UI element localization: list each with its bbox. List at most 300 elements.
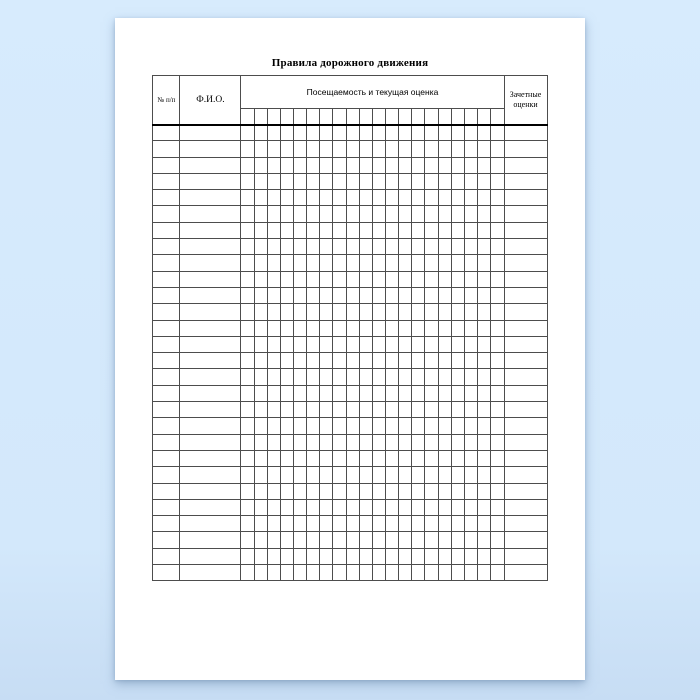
attendance-mark-cell (320, 450, 333, 466)
attendance-mark-cell (307, 565, 320, 581)
attendance-mark-cell (491, 141, 504, 157)
attendance-mark-cell (438, 336, 451, 352)
attendance-mark-cell (425, 434, 438, 450)
student-name-cell (180, 336, 241, 352)
attendance-mark-cell (346, 434, 359, 450)
attendance-mark-cell (254, 239, 267, 255)
table-row (153, 499, 547, 515)
attendance-mark-cell (294, 467, 307, 483)
attendance-mark-cell (294, 565, 307, 581)
attendance-mark-cell (425, 418, 438, 434)
credit-grade-cell (504, 565, 547, 581)
attendance-mark-cell (412, 385, 425, 401)
attendance-mark-cell (399, 222, 412, 238)
attendance-mark-cell (425, 548, 438, 564)
attendance-mark-cell (307, 369, 320, 385)
attendance-mark-cell (241, 190, 254, 206)
attendance-mark-cell (491, 320, 504, 336)
attendance-mark-cell (294, 483, 307, 499)
attendance-mark-cell (451, 125, 464, 141)
attendance-mark-cell (307, 467, 320, 483)
attendance-mark-cell (294, 369, 307, 385)
attendance-mark-cell (425, 271, 438, 287)
attendance-mark-cell (491, 532, 504, 548)
attendance-mark-cell (372, 222, 385, 238)
attendance-mark-cell (491, 255, 504, 271)
attendance-mark-cell (412, 320, 425, 336)
attendance-mark-cell (399, 353, 412, 369)
attendance-mark-cell (386, 467, 399, 483)
attendance-mark-cell (346, 336, 359, 352)
row-number-cell (153, 336, 180, 352)
student-name-cell (180, 271, 241, 287)
attendance-mark-cell (346, 287, 359, 303)
attendance-mark-cell (359, 173, 372, 189)
attendance-mark-cell (346, 516, 359, 532)
attendance-mark-cell (386, 206, 399, 222)
attendance-mark-cell (346, 173, 359, 189)
attendance-mark-cell (464, 271, 477, 287)
attendance-mark-cell (464, 125, 477, 141)
table-row (153, 190, 547, 206)
attendance-mark-cell (478, 271, 491, 287)
student-name-cell (180, 565, 241, 581)
credit-grade-cell (504, 304, 547, 320)
student-name-cell (180, 418, 241, 434)
attendance-mark-cell (372, 320, 385, 336)
attendance-mark-cell (254, 516, 267, 532)
attendance-mark-cell (386, 516, 399, 532)
attendance-mark-cell (241, 483, 254, 499)
credit-grade-cell (504, 499, 547, 515)
attendance-mark-cell (307, 532, 320, 548)
attendance-mark-cell (333, 548, 346, 564)
attendance-mark-cell (386, 450, 399, 466)
attendance-mark-cell (359, 434, 372, 450)
attendance-mark-cell (254, 271, 267, 287)
attendance-mark-cell (412, 190, 425, 206)
attendance-mark-cell (451, 385, 464, 401)
attendance-date-cell (399, 109, 412, 125)
attendance-mark-cell (267, 336, 280, 352)
attendance-mark-cell (346, 157, 359, 173)
attendance-mark-cell (464, 239, 477, 255)
attendance-mark-cell (280, 418, 293, 434)
attendance-mark-cell (294, 271, 307, 287)
attendance-date-cell (412, 109, 425, 125)
attendance-mark-cell (267, 402, 280, 418)
attendance-mark-cell (464, 565, 477, 581)
attendance-mark-cell (254, 369, 267, 385)
credit-grade-cell (504, 548, 547, 564)
attendance-mark-cell (333, 255, 346, 271)
attendance-mark-cell (294, 157, 307, 173)
attendance-mark-cell (307, 516, 320, 532)
attendance-mark-cell (491, 271, 504, 287)
attendance-mark-cell (294, 499, 307, 515)
attendance-mark-cell (359, 157, 372, 173)
attendance-mark-cell (399, 565, 412, 581)
attendance-mark-cell (399, 141, 412, 157)
attendance-date-cell (241, 109, 254, 125)
attendance-mark-cell (399, 467, 412, 483)
row-number-cell (153, 271, 180, 287)
attendance-mark-cell (412, 483, 425, 499)
attendance-mark-cell (280, 402, 293, 418)
attendance-mark-cell (346, 239, 359, 255)
attendance-mark-cell (491, 336, 504, 352)
attendance-mark-cell (280, 532, 293, 548)
attendance-mark-cell (320, 125, 333, 141)
student-name-cell (180, 239, 241, 255)
attendance-mark-cell (254, 173, 267, 189)
attendance-mark-cell (372, 369, 385, 385)
attendance-mark-cell (464, 418, 477, 434)
attendance-mark-cell (280, 499, 293, 515)
attendance-mark-cell (451, 320, 464, 336)
attendance-mark-cell (294, 190, 307, 206)
attendance-mark-cell (372, 418, 385, 434)
attendance-mark-cell (412, 157, 425, 173)
attendance-mark-cell (399, 532, 412, 548)
attendance-mark-cell (464, 206, 477, 222)
attendance-mark-cell (438, 483, 451, 499)
attendance-mark-cell (346, 255, 359, 271)
attendance-mark-cell (491, 287, 504, 303)
attendance-mark-cell (359, 450, 372, 466)
attendance-mark-cell (280, 467, 293, 483)
attendance-mark-cell (294, 173, 307, 189)
attendance-mark-cell (412, 304, 425, 320)
table-row (153, 434, 547, 450)
attendance-mark-cell (294, 125, 307, 141)
attendance-mark-cell (267, 565, 280, 581)
attendance-mark-cell (241, 157, 254, 173)
header-number-column: № п/п (153, 76, 180, 125)
attendance-mark-cell (333, 141, 346, 157)
attendance-date-cell (425, 109, 438, 125)
attendance-mark-cell (386, 287, 399, 303)
attendance-mark-cell (333, 125, 346, 141)
attendance-mark-cell (464, 483, 477, 499)
attendance-mark-cell (320, 157, 333, 173)
attendance-mark-cell (307, 385, 320, 401)
attendance-mark-cell (372, 532, 385, 548)
row-number-cell (153, 385, 180, 401)
attendance-mark-cell (333, 418, 346, 434)
attendance-mark-cell (451, 336, 464, 352)
attendance-mark-cell (412, 336, 425, 352)
credit-grade-cell (504, 190, 547, 206)
attendance-mark-cell (320, 548, 333, 564)
attendance-mark-cell (491, 190, 504, 206)
attendance-mark-cell (254, 565, 267, 581)
attendance-mark-cell (280, 255, 293, 271)
attendance-mark-cell (307, 125, 320, 141)
attendance-mark-cell (267, 222, 280, 238)
attendance-mark-cell (464, 499, 477, 515)
attendance-mark-cell (412, 239, 425, 255)
attendance-mark-cell (464, 450, 477, 466)
student-name-cell (180, 255, 241, 271)
attendance-mark-cell (478, 141, 491, 157)
attendance-mark-cell (451, 467, 464, 483)
attendance-mark-cell (294, 287, 307, 303)
attendance-mark-cell (491, 516, 504, 532)
attendance-mark-cell (333, 304, 346, 320)
attendance-mark-cell (478, 369, 491, 385)
attendance-mark-cell (425, 467, 438, 483)
attendance-date-cell (267, 109, 280, 125)
credit-grade-cell (504, 222, 547, 238)
attendance-mark-cell (399, 304, 412, 320)
attendance-date-cell (386, 109, 399, 125)
attendance-mark-cell (464, 255, 477, 271)
attendance-mark-cell (438, 157, 451, 173)
attendance-mark-cell (320, 271, 333, 287)
attendance-mark-cell (491, 483, 504, 499)
credit-grade-cell (504, 255, 547, 271)
attendance-mark-cell (359, 369, 372, 385)
attendance-mark-cell (464, 287, 477, 303)
attendance-mark-cell (294, 141, 307, 157)
attendance-mark-cell (307, 255, 320, 271)
attendance-mark-cell (359, 532, 372, 548)
attendance-mark-cell (412, 173, 425, 189)
attendance-mark-cell (254, 548, 267, 564)
attendance-mark-cell (386, 271, 399, 287)
attendance-mark-cell (254, 418, 267, 434)
attendance-mark-cell (451, 141, 464, 157)
student-name-cell (180, 320, 241, 336)
attendance-mark-cell (478, 157, 491, 173)
attendance-mark-cell (346, 320, 359, 336)
attendance-mark-cell (333, 190, 346, 206)
attendance-mark-cell (320, 402, 333, 418)
table-body (153, 125, 547, 581)
attendance-mark-cell (280, 271, 293, 287)
attendance-mark-cell (359, 190, 372, 206)
attendance-mark-cell (280, 304, 293, 320)
attendance-mark-cell (280, 434, 293, 450)
attendance-mark-cell (254, 467, 267, 483)
attendance-mark-cell (333, 287, 346, 303)
attendance-mark-cell (478, 548, 491, 564)
attendance-mark-cell (241, 141, 254, 157)
attendance-mark-cell (464, 369, 477, 385)
credit-grade-cell (504, 271, 547, 287)
attendance-mark-cell (254, 385, 267, 401)
attendance-mark-cell (359, 499, 372, 515)
attendance-date-cell (478, 109, 491, 125)
attendance-mark-cell (241, 548, 254, 564)
student-name-cell (180, 141, 241, 157)
table-row (153, 516, 547, 532)
attendance-mark-cell (333, 239, 346, 255)
credit-grade-cell (504, 206, 547, 222)
attendance-mark-cell (333, 483, 346, 499)
attendance-mark-cell (359, 565, 372, 581)
attendance-mark-cell (359, 304, 372, 320)
attendance-mark-cell (399, 320, 412, 336)
attendance-mark-cell (267, 287, 280, 303)
credit-grade-cell (504, 320, 547, 336)
attendance-mark-cell (241, 385, 254, 401)
student-name-cell (180, 483, 241, 499)
document-page (115, 18, 585, 680)
attendance-mark-cell (491, 157, 504, 173)
credit-grade-cell (504, 287, 547, 303)
attendance-mark-cell (438, 434, 451, 450)
row-number-cell (153, 450, 180, 466)
attendance-mark-cell (425, 532, 438, 548)
table-row (153, 467, 547, 483)
attendance-mark-cell (333, 353, 346, 369)
attendance-mark-cell (438, 271, 451, 287)
attendance-mark-cell (359, 320, 372, 336)
attendance-mark-cell (386, 565, 399, 581)
attendance-mark-cell (425, 125, 438, 141)
attendance-mark-cell (412, 402, 425, 418)
attendance-mark-cell (438, 499, 451, 515)
attendance-mark-cell (464, 548, 477, 564)
attendance-date-cell (280, 109, 293, 125)
attendance-mark-cell (425, 565, 438, 581)
table-row (153, 548, 547, 564)
attendance-mark-cell (464, 402, 477, 418)
attendance-mark-cell (280, 336, 293, 352)
attendance-mark-cell (478, 287, 491, 303)
attendance-mark-cell (241, 125, 254, 141)
credit-grade-cell (504, 369, 547, 385)
attendance-mark-cell (425, 385, 438, 401)
attendance-mark-cell (320, 190, 333, 206)
attendance-mark-cell (425, 320, 438, 336)
student-name-cell (180, 222, 241, 238)
attendance-mark-cell (399, 516, 412, 532)
attendance-mark-cell (491, 467, 504, 483)
attendance-mark-cell (491, 239, 504, 255)
attendance-mark-cell (412, 255, 425, 271)
attendance-mark-cell (478, 222, 491, 238)
attendance-mark-cell (346, 418, 359, 434)
attendance-mark-cell (478, 190, 491, 206)
attendance-mark-cell (346, 565, 359, 581)
attendance-mark-cell (267, 206, 280, 222)
attendance-mark-cell (320, 239, 333, 255)
attendance-mark-cell (320, 434, 333, 450)
table-row (153, 532, 547, 548)
attendance-mark-cell (451, 222, 464, 238)
row-number-cell (153, 353, 180, 369)
attendance-mark-cell (386, 157, 399, 173)
attendance-mark-cell (372, 157, 385, 173)
attendance-mark-cell (307, 353, 320, 369)
attendance-mark-cell (478, 516, 491, 532)
student-name-cell (180, 467, 241, 483)
attendance-mark-cell (386, 222, 399, 238)
attendance-mark-cell (254, 222, 267, 238)
attendance-mark-cell (241, 467, 254, 483)
attendance-mark-cell (333, 173, 346, 189)
attendance-mark-cell (425, 516, 438, 532)
attendance-mark-cell (451, 565, 464, 581)
attendance-mark-cell (280, 516, 293, 532)
attendance-mark-cell (438, 141, 451, 157)
attendance-mark-cell (320, 565, 333, 581)
attendance-mark-cell (307, 271, 320, 287)
attendance-mark-cell (425, 402, 438, 418)
attendance-mark-cell (451, 271, 464, 287)
attendance-mark-cell (399, 402, 412, 418)
student-name-cell (180, 287, 241, 303)
gradebook-table (152, 75, 547, 581)
attendance-mark-cell (254, 304, 267, 320)
attendance-date-cell (359, 109, 372, 125)
attendance-mark-cell (241, 565, 254, 581)
attendance-mark-cell (464, 173, 477, 189)
student-name-cell (180, 173, 241, 189)
attendance-mark-cell (333, 385, 346, 401)
attendance-mark-cell (399, 385, 412, 401)
attendance-mark-cell (478, 450, 491, 466)
attendance-mark-cell (359, 125, 372, 141)
attendance-mark-cell (425, 190, 438, 206)
attendance-mark-cell (267, 125, 280, 141)
attendance-mark-cell (438, 369, 451, 385)
attendance-mark-cell (386, 353, 399, 369)
attendance-mark-cell (386, 190, 399, 206)
attendance-mark-cell (412, 499, 425, 515)
attendance-mark-cell (386, 434, 399, 450)
attendance-mark-cell (491, 434, 504, 450)
attendance-mark-cell (399, 206, 412, 222)
attendance-mark-cell (267, 255, 280, 271)
attendance-mark-cell (359, 336, 372, 352)
attendance-mark-cell (412, 141, 425, 157)
header-credit-column: Зачетные оценки (504, 76, 547, 125)
attendance-mark-cell (267, 532, 280, 548)
attendance-mark-cell (346, 548, 359, 564)
attendance-mark-cell (438, 206, 451, 222)
attendance-mark-cell (359, 385, 372, 401)
attendance-mark-cell (294, 353, 307, 369)
attendance-mark-cell (399, 255, 412, 271)
document-title: Правила дорожного движения (271, 57, 429, 69)
attendance-mark-cell (320, 336, 333, 352)
attendance-date-cell (294, 109, 307, 125)
credit-grade-cell (504, 434, 547, 450)
attendance-mark-cell (294, 239, 307, 255)
attendance-mark-cell (254, 141, 267, 157)
attendance-mark-cell (438, 287, 451, 303)
attendance-mark-cell (254, 434, 267, 450)
attendance-mark-cell (294, 532, 307, 548)
attendance-mark-cell (320, 369, 333, 385)
attendance-mark-cell (280, 287, 293, 303)
row-number-cell (153, 206, 180, 222)
attendance-mark-cell (399, 499, 412, 515)
row-number-cell (153, 190, 180, 206)
attendance-mark-cell (320, 516, 333, 532)
attendance-mark-cell (438, 125, 451, 141)
attendance-mark-cell (451, 483, 464, 499)
attendance-mark-cell (438, 548, 451, 564)
credit-grade-cell (504, 157, 547, 173)
attendance-mark-cell (241, 499, 254, 515)
attendance-mark-cell (254, 157, 267, 173)
attendance-mark-cell (451, 255, 464, 271)
